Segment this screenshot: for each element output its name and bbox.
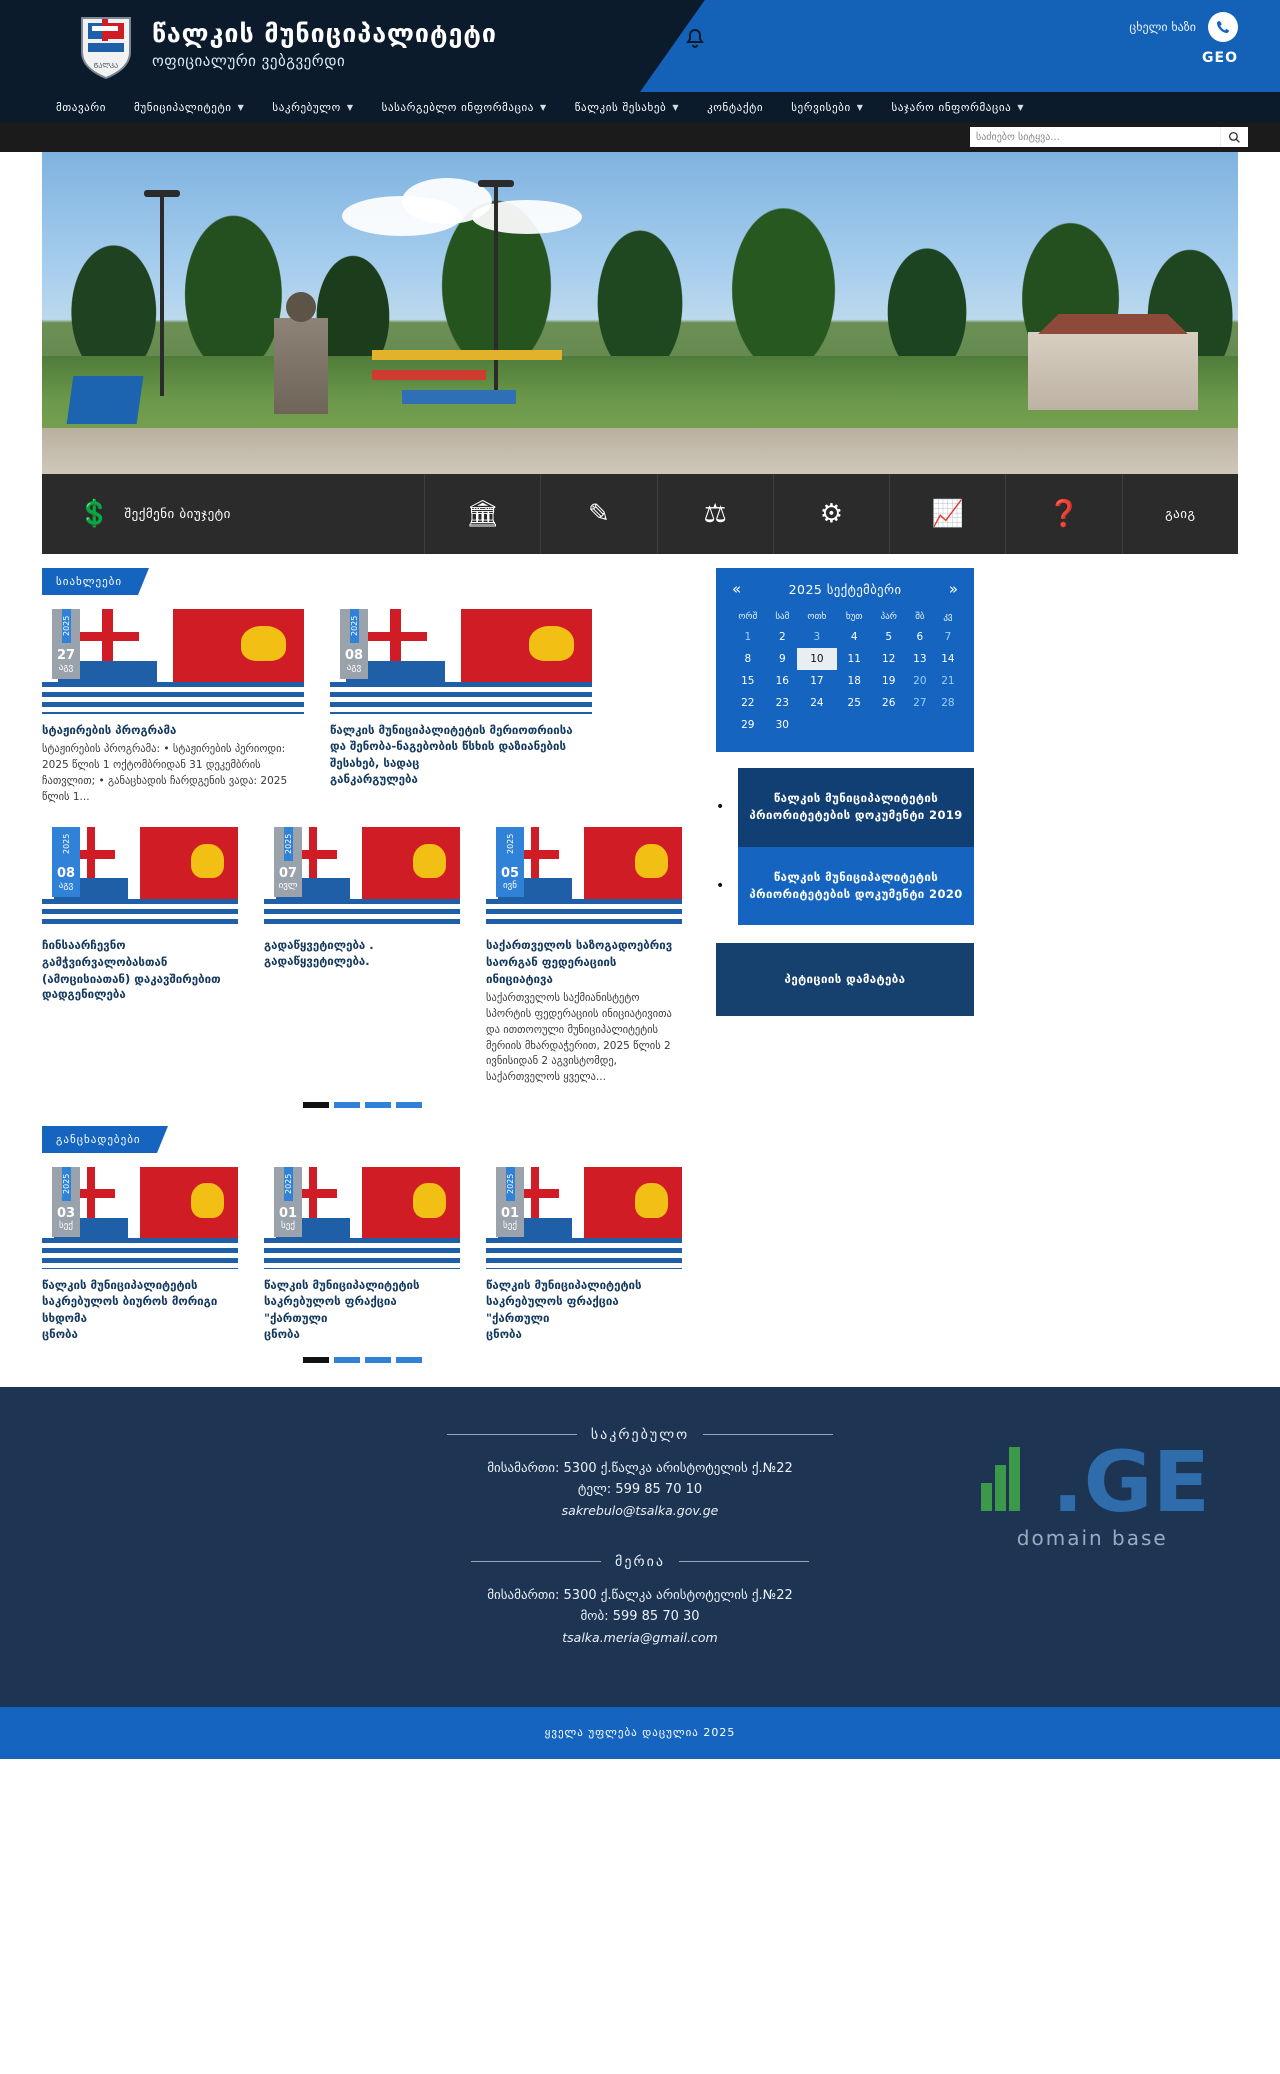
content-column — [42, 568, 682, 1363]
hotline-label: ცხელი ხაზი — [1129, 20, 1196, 34]
calendar-day[interactable]: 16 — [775, 675, 789, 687]
date-badge — [274, 1167, 302, 1237]
weekday-label: ოთხ — [807, 612, 827, 622]
ge-domain-logo[interactable] — [975, 1432, 1211, 1551]
calendar-day[interactable]: 15 — [741, 675, 755, 687]
weekday-label: ხუთ — [845, 612, 863, 622]
gavel-icon: ⚖ — [703, 499, 727, 529]
date-badge — [496, 827, 524, 897]
calendar-day[interactable] — [837, 714, 872, 736]
calendar-day[interactable]: 23 — [775, 697, 789, 709]
calendar-day[interactable]: 1 — [744, 631, 752, 643]
nav-item-2[interactable] — [258, 92, 367, 122]
news-title: სტაჟირების პროგრამა — [42, 722, 177, 737]
copyright-bar — [0, 1707, 1280, 1759]
date-month: აგვ — [346, 663, 362, 673]
date-day: 27 — [56, 648, 76, 663]
calendar-day[interactable]: 2 — [778, 631, 786, 643]
news-card[interactable] — [486, 827, 682, 1085]
ge-logo-text — [975, 1432, 1211, 1531]
footer-address: მისამართი: 5300 ქ.წალკა არისტოტელის ქ.№22 — [487, 1587, 793, 1603]
wave-pattern — [486, 1238, 682, 1269]
quicklink-chart[interactable] — [890, 474, 1006, 554]
promo-row[interactable] — [716, 768, 974, 847]
calendar-day[interactable]: 17 — [810, 675, 824, 687]
weekday-label: ორშ — [738, 612, 758, 622]
date-day: 08 — [344, 648, 364, 663]
date-year: 2025 — [284, 1167, 293, 1201]
pencil-icon: ✎ — [587, 499, 610, 529]
weekday-label: სამ — [775, 612, 790, 622]
calendar-day[interactable]: 20 — [913, 675, 927, 687]
calendar-day[interactable] — [872, 714, 906, 736]
calendar-week — [728, 692, 962, 714]
petition-button[interactable]: პეტიციის დამატება — [716, 943, 974, 1016]
chevron-right-icon[interactable]: » — [948, 580, 958, 598]
calendar-day[interactable]: 25 — [847, 697, 861, 709]
news-thumbnail — [42, 609, 304, 714]
chevron-down-icon: ▼ — [856, 102, 864, 112]
carousel-dot[interactable] — [303, 1357, 329, 1363]
calendar-day[interactable]: 7 — [944, 631, 952, 643]
search-icon[interactable] — [1220, 127, 1248, 147]
chart-growth-icon: 📈 — [931, 499, 964, 529]
quicklink-gears[interactable] — [774, 474, 890, 554]
announcement-card[interactable] — [486, 1167, 682, 1341]
calendar-day[interactable]: 26 — [882, 697, 896, 709]
news-section-tab: სიახლეები — [42, 568, 138, 595]
date-day: 05 — [500, 866, 520, 882]
news-thumbnail — [486, 827, 682, 929]
carousel-dot[interactable] — [365, 1102, 391, 1108]
copyright-text: ყველა უფლება დაცულია 2025 — [544, 1726, 736, 1740]
date-day: 07 — [278, 866, 298, 882]
divider — [679, 1561, 809, 1562]
date-day: 08 — [56, 866, 76, 882]
nav-item-1[interactable] — [120, 92, 258, 122]
bank-icon: 🏛 — [466, 499, 500, 529]
news-title: წალკის მუნიციპალიტეტის მერიოთრიისა და შენობა-ნაგებობის წსხის დაზიანების შესახებ, სადაც — [330, 722, 573, 771]
nav-label: საკრებულო — [272, 100, 341, 114]
carousel-dot[interactable] — [396, 1102, 422, 1108]
date-year: 2025 — [62, 827, 71, 861]
news-carousel-dots[interactable] — [42, 1102, 682, 1108]
footer-title: საკრებულო — [590, 1426, 690, 1443]
carousel-dot[interactable] — [365, 1357, 391, 1363]
date-year: 2025 — [506, 827, 515, 861]
nav-label: სასარგებლო ინფორმაცია — [381, 100, 534, 114]
date-month: სექ — [59, 1220, 73, 1231]
nav-item-6[interactable] — [777, 92, 877, 122]
calendar-day[interactable] — [906, 714, 934, 736]
calendar-day[interactable]: 30 — [775, 719, 789, 731]
calendar-day[interactable]: 28 — [941, 697, 955, 709]
date-badge — [52, 1167, 80, 1237]
footer-block-meria — [0, 1554, 1280, 1645]
calendar-week — [728, 626, 962, 648]
announcement-card[interactable] — [42, 1167, 238, 1341]
news-subtitle: გადაწყვეტილება. — [264, 954, 370, 969]
calendar-day[interactable]: 9 — [778, 653, 786, 665]
promo-card-2020[interactable]: წალკის მუნიციპალიტეტის პრიორიტეტების დოკუმენტი 2020 — [738, 847, 974, 926]
calendar-day[interactable]: 19 — [882, 675, 896, 687]
site-title: წალკის მუნიციპალიტეტი — [152, 18, 497, 48]
calendar-header — [728, 578, 962, 608]
divider — [447, 1434, 577, 1435]
promo-row[interactable] — [716, 847, 974, 926]
promo-card-2019[interactable]: წალკის მუნიციპალიტეტის პრიორიტეტების დოკუმენტი 2019 — [738, 768, 974, 847]
site-footer — [0, 1387, 1280, 1707]
calendar-day[interactable]: 21 — [941, 675, 955, 687]
nav-label: წალკის შესახებ — [574, 100, 667, 114]
date-month: სექ — [503, 1220, 517, 1231]
calendar-day[interactable] — [934, 714, 962, 736]
bell-icon[interactable] — [682, 26, 708, 52]
calendar-widget — [716, 568, 974, 752]
carousel-dot[interactable] — [396, 1357, 422, 1363]
date-badge — [52, 827, 80, 897]
calendar-day-today[interactable]: 10 — [797, 648, 837, 670]
calendar-day[interactable]: 12 — [882, 653, 896, 665]
chevron-down-icon: ▼ — [539, 102, 547, 112]
calendar-day[interactable]: 11 — [847, 653, 861, 665]
announcement-title: წალკის მუნიციპალიტეტის საკრებულოს ფრაქცია "ქართული — [486, 1277, 642, 1326]
search-input[interactable] — [970, 127, 1220, 147]
monument — [274, 318, 328, 414]
hotline-block — [1129, 12, 1238, 66]
date-month: ივნ — [503, 881, 517, 892]
announcement-subtitle: ცნობა — [264, 1326, 300, 1341]
news-card[interactable] — [330, 609, 592, 805]
calendar-week — [728, 714, 962, 736]
calendar-day[interactable] — [797, 714, 837, 736]
coat-of-arms-icon — [78, 10, 134, 80]
site-subtitle: ოფიციალური ვებგვერდი — [152, 52, 346, 71]
date-day: 01 — [500, 1205, 520, 1221]
announcement-subtitle: ცნობა — [486, 1326, 522, 1341]
news-title: ჩინსაარჩევნო გამჭვირვალობასთან (ამოცისიათან) დაკავშირებით — [42, 938, 221, 986]
calendar-day[interactable]: 14 — [941, 653, 955, 665]
announcement-thumbnail — [42, 1167, 238, 1269]
nav-label: მთავარი — [56, 100, 107, 114]
main-navigation — [0, 92, 1280, 122]
ge-logo-sub: domain base — [1016, 1526, 1168, 1551]
date-badge — [496, 1167, 524, 1237]
footer-phone: ტელ: 599 85 70 10 — [577, 1481, 703, 1497]
date-year: 2025 — [284, 827, 293, 861]
wave-pattern — [42, 1238, 238, 1269]
phone-icon[interactable] — [1208, 12, 1238, 42]
quicklink-help[interactable] — [1006, 474, 1122, 554]
date-month: აგვ — [58, 881, 74, 892]
divider — [703, 1434, 833, 1435]
calendar-day[interactable]: 13 — [913, 653, 927, 665]
calendar-day[interactable]: 5 — [885, 631, 893, 643]
nav-item-5[interactable] — [693, 92, 777, 122]
announcement-card[interactable] — [264, 1167, 460, 1341]
date-month: აგვ — [58, 663, 74, 673]
ge-logo-label: .GE — [1051, 1432, 1210, 1531]
nav-item-4[interactable] — [561, 92, 693, 122]
news-excerpt: სტაჟირების პროგრამა: • სტაჟირების პერიოდი: 2025 წლის 1 ოქტომბრიდან 31 დეკემბრის ჩათვლით; • განაცხადის ჩარდგენის ვადა: 2025 წლის 1... — [42, 743, 288, 803]
announcement-thumbnail — [264, 1167, 460, 1269]
nav-item-0[interactable] — [42, 92, 120, 122]
language-switch[interactable]: GEO — [1202, 50, 1238, 66]
chevron-down-icon: ▼ — [237, 102, 245, 112]
announcement-title: წალკის მუნიციპალიტეტის საკრებულოს ფრაქცია "ქართული — [264, 1277, 420, 1326]
calendar-weekday-row — [728, 608, 962, 626]
calendar-day[interactable]: 3 — [813, 631, 821, 643]
footer-email[interactable]: sakrebulo@tsalka.gov.ge — [561, 1502, 719, 1518]
quicklink-gavel[interactable] — [658, 474, 774, 554]
hero-path — [42, 428, 1238, 474]
announcements-row — [42, 1167, 682, 1341]
news-title: საქართველოს საზოგადოებრივ საორგან ფედერაციის ინიციატივა — [486, 938, 673, 986]
date-day: 03 — [56, 1205, 76, 1221]
bullet-icon: • — [716, 877, 725, 894]
news-thumbnail — [330, 609, 592, 714]
bullet-icon: • — [716, 799, 725, 816]
weekday-label: კვ — [943, 612, 953, 622]
footer-email[interactable]: tsalka.meria@gmail.com — [562, 1629, 718, 1645]
building — [1028, 332, 1198, 410]
cloud-shape — [472, 200, 582, 234]
lamp-post — [160, 196, 164, 396]
nav-label: საჯარო ინფორმაცია — [891, 100, 1012, 114]
footer-address: მისამართი: 5300 ქ.წალკა არისტოტელის ქ.№22 — [487, 1460, 793, 1476]
sidebar-column — [716, 568, 974, 1016]
news-card[interactable] — [42, 609, 304, 805]
wave-pattern — [486, 899, 682, 930]
calendar-day[interactable]: 29 — [741, 719, 755, 731]
carousel-dot[interactable] — [303, 1102, 329, 1108]
gears-icon: ⚙ — [819, 499, 844, 529]
date-year: 2025 — [506, 1167, 515, 1201]
chevron-down-icon: ▼ — [1017, 102, 1025, 112]
weekday-label: შბ — [915, 612, 925, 622]
news-excerpt: საქართველოს საქმიანისტეტო სპორტის ფედერაციის ინიციატივითა და ითთოოული მუნიციპალიტეტის მერიის მხარდაჭერით, 2025 წლის 2 ივნისიდან 2 აგვისტომდე, საქართველოს ყველა... — [486, 992, 672, 1084]
quicklink-budget[interactable] — [42, 474, 425, 554]
quicklink-pencil[interactable] — [541, 474, 657, 554]
date-year: 2025 — [62, 1167, 71, 1201]
site-header — [0, 0, 1280, 92]
news-row-1 — [42, 609, 682, 805]
quicklinks-bar — [42, 474, 1238, 554]
wave-pattern — [264, 1238, 460, 1269]
date-month: სექ — [281, 1220, 295, 1231]
calendar-day[interactable]: 27 — [913, 697, 927, 709]
date-badge — [340, 609, 368, 679]
nav-item-3[interactable] — [368, 92, 561, 122]
footer-title: მერია — [615, 1553, 665, 1570]
news-title: გადაწყვეტილება . — [264, 938, 374, 953]
hero-tent — [67, 376, 144, 424]
hero-section — [0, 122, 1280, 554]
date-month: ივლ — [278, 881, 298, 892]
playground — [372, 350, 562, 412]
site-title-block — [152, 20, 497, 71]
chevron-down-icon: ▼ — [672, 102, 680, 112]
date-badge — [274, 827, 302, 897]
news-card[interactable] — [264, 827, 460, 1085]
wave-pattern — [42, 682, 304, 713]
nav-label: კონტაქტი — [707, 100, 764, 114]
date-day: 01 — [278, 1205, 298, 1221]
wave-pattern — [264, 899, 460, 930]
news-row-2 — [42, 827, 682, 1085]
quicklink-label: გაიგ — [1165, 506, 1196, 522]
quicklink-bank[interactable] — [425, 474, 541, 554]
divider — [471, 1561, 601, 1562]
announcements-carousel-dots[interactable] — [42, 1357, 682, 1363]
weekday-label: პარ — [880, 612, 897, 622]
footer-heading — [0, 1554, 1280, 1570]
search-placeholder: საძიებო სიტყვა... — [976, 131, 1060, 143]
news-thumbnail — [264, 827, 460, 929]
footer-phone: მობ: 599 85 70 30 — [580, 1608, 700, 1624]
search-bar — [0, 122, 1280, 152]
calendar-day[interactable]: 4 — [850, 631, 858, 643]
wave-pattern — [42, 899, 238, 930]
calendar-day[interactable]: 22 — [741, 697, 755, 709]
calendar-table — [728, 608, 962, 736]
announcements-section-tab: განცხადებები — [42, 1126, 157, 1153]
facebook-icon[interactable] — [640, 26, 666, 52]
nav-item-7[interactable] — [878, 92, 1039, 122]
wave-pattern — [330, 682, 592, 713]
header-icon-group — [640, 26, 708, 52]
promo-list — [716, 768, 974, 1016]
question-icon: ❓ — [1047, 499, 1081, 529]
calendar-day[interactable]: 18 — [847, 675, 861, 687]
date-year: 2025 — [350, 609, 359, 643]
calendar-day[interactable]: 24 — [810, 697, 824, 709]
news-thumbnail — [42, 827, 238, 929]
calendar-day[interactable]: 8 — [744, 653, 752, 665]
calendar-week — [728, 648, 962, 670]
hero-image — [42, 152, 1238, 474]
quicklink-more[interactable] — [1123, 474, 1238, 554]
carousel-dot[interactable] — [334, 1357, 360, 1363]
nav-label: მუნიციპალიტეტი — [134, 100, 232, 114]
chevron-left-icon[interactable]: « — [732, 580, 742, 598]
svg-text:ᲬᲐᲚᲙᲐ: ᲬᲐᲚᲙᲐ — [93, 62, 119, 70]
date-badge — [52, 609, 80, 679]
calendar-week — [728, 670, 962, 692]
news-card[interactable] — [42, 827, 238, 1085]
site-logo[interactable] — [78, 10, 497, 80]
nav-label: სერვისები — [791, 100, 851, 114]
calendar-day[interactable]: 6 — [916, 631, 924, 643]
announcement-title: წალკის მუნიციპალიტეტის საკრებულოს ბიუროს მორიგი სხდომა — [42, 1277, 218, 1326]
date-year: 2025 — [62, 609, 71, 643]
carousel-dot[interactable] — [334, 1102, 360, 1108]
announcement-subtitle: ცნობა — [42, 1326, 78, 1341]
bar-chart-icon — [981, 1445, 1023, 1521]
news-subtitle: განკარგულება — [330, 771, 418, 786]
main-content — [0, 568, 1280, 1363]
calendar-title: 2025 სექტემბერი — [788, 581, 902, 597]
money-hand-icon: 💲 — [78, 499, 111, 529]
quicklink-label: შექმენი ბიუჯეტი — [124, 506, 231, 522]
chevron-down-icon: ▼ — [346, 102, 354, 112]
news-subtitle: დადგენილება — [42, 987, 126, 1002]
announcement-thumbnail — [486, 1167, 682, 1269]
